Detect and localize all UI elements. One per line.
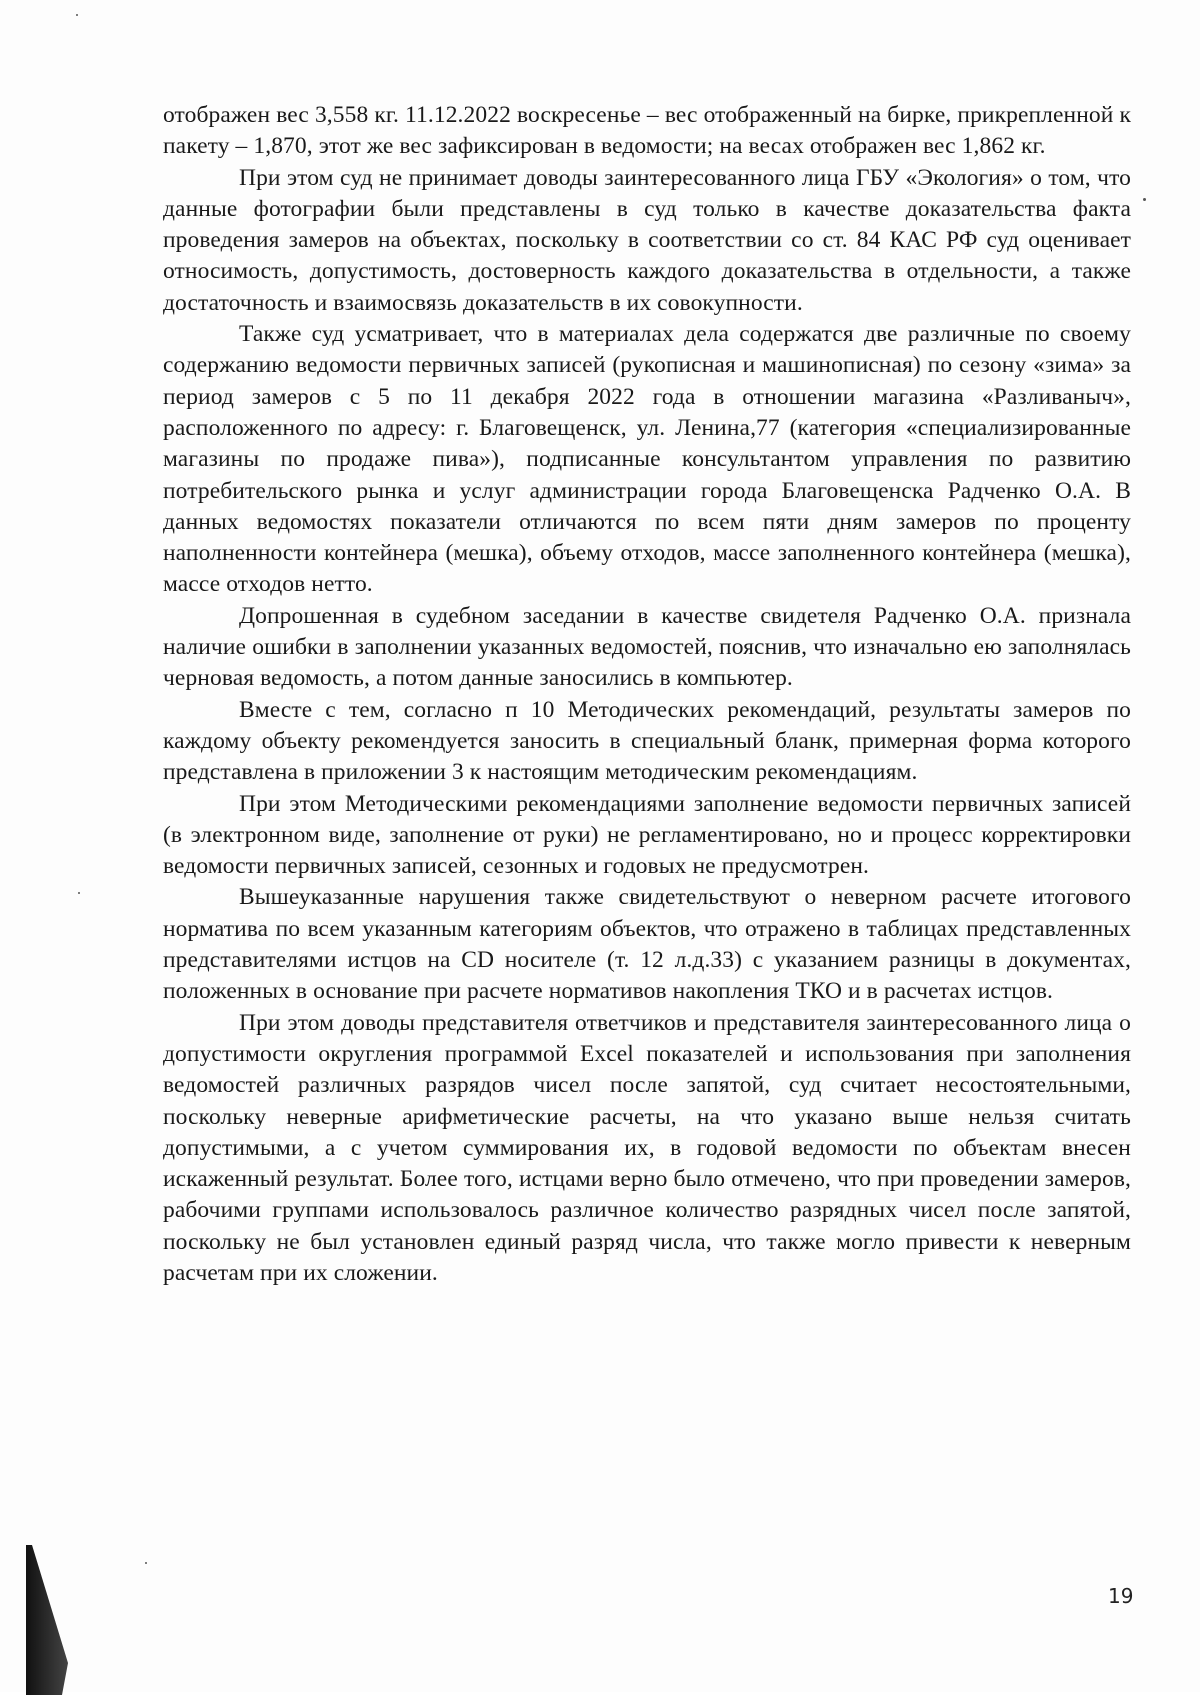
paragraph-5: Вместе с тем, согласно п 10 Методических рекомендаций, результаты замеров по каждому объекту рекомендуется заносить в специальный бланк, примерная форма которого представлена в приложении 3 к настоящим методическим рекомендациям. bbox=[163, 696, 1131, 786]
paragraph-8: При этом доводы представителя ответчиков и представителя заинтересованного лица о допустимости округления программой Excel показателей и использования при заполнения ведомостей различных разрядов чисел после запятой, суд считает несостоятельными, поскольку неверные арифметические расчеты, на что указано выше нельзя считать допустимыми, а с учетом суммирования их, в годовой ведомости по объектам внесен искаженный результат. Более того, истцами верно было отмечено, что при проведении замеров, рабочими группами использовалось различное количество разрядных чисел после запятой, поскольку не был установлен единый разряд числа, что также могло привести к неверным расчетам при их сложении. bbox=[163, 1009, 1131, 1286]
paragraph-1: отображен вес 3,558 кг. 11.12.2022 воскресенье – вес отображенный на бирке, прикрепленной к пакету – 1,870, этот же вес зафиксирован в ведомости; на весах отображен вес 1,862 кг. bbox=[163, 102, 1131, 160]
scan-speck bbox=[145, 1562, 147, 1564]
scan-artifact bbox=[22, 1545, 82, 1695]
paragraph-3: Также суд усматривает, что в материалах дела содержатся две различные по своему содержанию ведомости первичных записей (рукописная и машинописная) по сезону «зима» за период замеров с 5 по 11 декабря 2022 года в отношении магазина «Разливаныч», расположенного по адресу: г. Благовещенск, ул. Ленина,77 (категория «специализированные магазины по продаже пива»), подписанные консультантом управления по развитию потребительского рынка и услуг администрации города Благовещенска Радченко О.А. В данных ведомостях показатели отличаются по всем пяти дням замеров по проценту наполненности контейнера (мешка), объему отходов, массе заполненного контейнера (мешка), массе отходов нетто. bbox=[163, 321, 1131, 598]
scan-speck bbox=[76, 14, 78, 16]
paragraph-7: Вышеуказанные нарушения также свидетельствуют о неверном расчете итогового норматива по всем указанным категориям объектов, что отражено в таблицах представленных представителями истцов на CD носителе (т. 12 л.д.33) с указанием разницы в документах, положенных в основание при расчете нормативов накопления ТКО и в расчетах истцов. bbox=[163, 884, 1131, 1005]
document-body bbox=[163, 100, 1131, 1289]
paragraph-2: При этом суд не принимает доводы заинтересованного лица ГБУ «Экология» о том, что данные фотографии были представлены в суд только в качестве доказательства факта проведения замеров на объектах, поскольку в соответствии со ст. 84 КАС РФ суд оценивает относимость, допустимость, достоверность каждого доказательства в отдельности, а также достаточность и взаимосвязь доказательств в их совокупности. bbox=[163, 164, 1131, 316]
page-number: 19 bbox=[1108, 1584, 1134, 1608]
scan-speck bbox=[1143, 198, 1146, 201]
scan-speck bbox=[78, 892, 80, 894]
paragraph-4: Допрошенная в судебном заседании в качестве свидетеля Радченко О.А. признала наличие ошибки в заполнении указанных ведомостей, пояснив, что изначально ею заполнялась черновая ведомость, а потом данные заносились в компьютер. bbox=[163, 602, 1131, 692]
paragraph-6: При этом Методическими рекомендациями заполнение ведомости первичных записей (в электронном виде, заполнение от руки) не регламентировано, но и процесс корректировки ведомости первичных записей, сезонных и годовых не предусмотрен. bbox=[163, 790, 1131, 880]
